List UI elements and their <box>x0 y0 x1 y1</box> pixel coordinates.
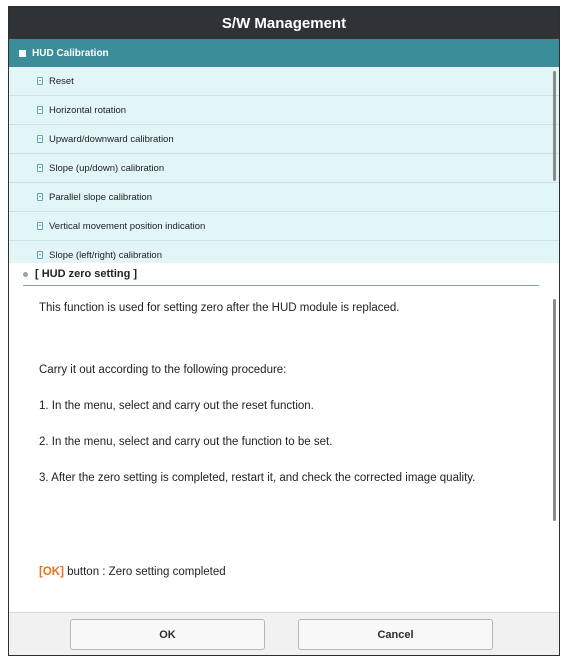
menu-item-vertical-movement-position-indication[interactable] <box>9 212 559 241</box>
procedure-step-2: 2. In the menu, select and carry out the function to be set. <box>39 436 333 448</box>
menu-item-parallel-slope-calibration[interactable] <box>9 183 559 212</box>
detail-heading-text: [ HUD zero setting ] <box>35 268 138 280</box>
menu-item-label: Reset <box>49 75 74 87</box>
dialog-footer <box>9 612 559 655</box>
procedure-step-3: 3. After the zero setting is completed, restart it, and check the corrected image quality. <box>39 472 476 484</box>
ok-button[interactable]: OK <box>70 619 265 650</box>
square-bullet-icon <box>19 50 26 57</box>
document-icon <box>37 222 43 230</box>
detail-intro: This function is used for setting zero after the HUD module is replaced. <box>39 302 400 314</box>
detail-panel <box>9 263 559 601</box>
procedure-intro: Carry it out according to the following procedure: <box>39 364 287 376</box>
cancel-button[interactable]: Cancel <box>298 619 493 650</box>
menu-scrollbar[interactable] <box>553 71 556 181</box>
bullet-dot-icon <box>23 272 28 277</box>
menu-item-label: Slope (up/down) calibration <box>49 162 165 174</box>
menu-item-upward-downward-calibration[interactable] <box>9 125 559 154</box>
menu-item-slope-up-down-calibration[interactable] <box>9 154 559 183</box>
document-icon <box>37 251 43 259</box>
detail-heading <box>23 263 539 286</box>
ok-button-note <box>39 563 509 582</box>
document-icon <box>37 164 43 172</box>
detail-scrollbar[interactable] <box>553 299 556 521</box>
calibration-menu-list <box>9 67 559 263</box>
section-header-hud-calibration[interactable] <box>9 39 559 67</box>
document-icon <box>37 193 43 201</box>
ok-key-label: [OK] <box>39 566 64 578</box>
menu-item-label: Parallel slope calibration <box>49 191 152 203</box>
window-title: S/W Management <box>9 7 559 39</box>
menu-item-label: Upward/downward calibration <box>49 133 174 145</box>
menu-item-label: Slope (left/right) calibration <box>49 249 162 261</box>
menu-item-label: Vertical movement position indication <box>49 220 206 232</box>
ok-note-text: button : Zero setting completed <box>63 566 226 578</box>
menu-item-horizontal-rotation[interactable] <box>9 96 559 125</box>
procedure-step-1: 1. In the menu, select and carry out the reset function. <box>39 400 314 412</box>
menu-item-label: Horizontal rotation <box>49 104 127 116</box>
section-title: HUD Calibration <box>32 47 109 59</box>
menu-item-slope-left-right-calibration[interactable] <box>9 241 559 263</box>
document-icon <box>37 77 43 85</box>
sw-management-dialog <box>8 6 560 656</box>
menu-item-reset[interactable] <box>9 67 559 96</box>
document-icon <box>37 135 43 143</box>
document-icon <box>37 106 43 114</box>
